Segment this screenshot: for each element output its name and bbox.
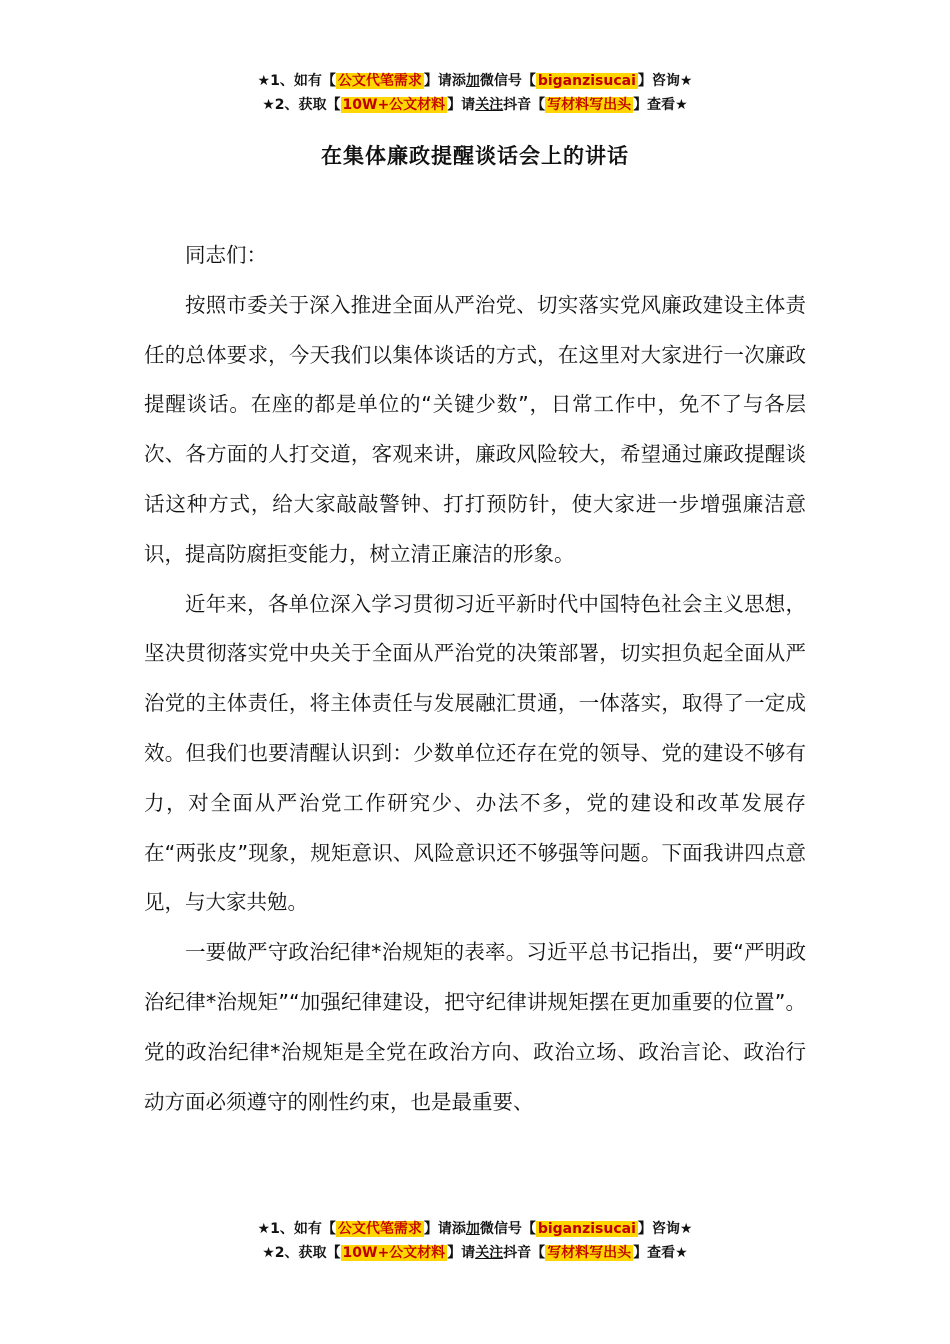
banner-highlight: 10W+公文材料: [342, 97, 446, 113]
banner-text: 】查看★: [633, 1245, 688, 1261]
banner-text: ★1、如有【: [257, 73, 336, 89]
banner-line-2: [0, 93, 950, 117]
document-body: [144, 231, 806, 1127]
banner-line-1: [0, 69, 950, 93]
banner-text: 加: [465, 73, 480, 89]
banner-line-2: [0, 1241, 950, 1265]
banner-text: 】请: [447, 1245, 476, 1261]
banner-highlight: 公文代笔需求: [337, 73, 422, 89]
document-title: 在集体廉政提醒谈话会上的讲话: [321, 144, 629, 168]
banner-text: 关注: [475, 1245, 504, 1261]
banner-text: 】咨询★: [637, 73, 693, 89]
paragraph: 近年来，各单位深入学习贯彻习近平新时代中国特色社会主义思想，坚决贯彻落实党中央关于全面从严治党的决策部署，切实担负起全面从严治党的主体责任，将主体责任与发展融汇贯通，一体落实，取得了一定成效。但我们也要清醒认识到：少数单位还存在党的领导、党的建设不够有力，对全面从严治党工作研究少、办法不多，党的建设和改革发展存在“两张皮”现象，规矩意识、风险意识还不够强等问题。下面我讲四点意见，与大家共勉。: [144, 591, 806, 915]
paragraph: 一要做严守政治纪律*治规矩的表率。习近平总书记指出，要“严明政治纪律*治规矩”“加强纪律建设，把守纪律讲规矩摆在更加重要的位置”。党的政治纪律*治规矩是全党在政治方向、政治立场、政治言论、政治行动方面必须遵守的刚性约束，也是最重要、: [144, 940, 806, 1114]
paragraph: 按照市委关于深入推进全面从严治党、切实落实党风廉政建设主体责任的总体要求，今天我们以集体谈话的方式，在这里对大家进行一次廉政提醒谈话。在座的都是单位的“关键少数”，日常工作中，免不了与各层次、各方面的人打交道，客观来讲，廉政风险较大，希望通过廉政提醒谈话这种方式，给大家敲敲警钟、打打预防针，使大家进一步增强廉洁意识，提高防腐拒变能力，树立清正廉洁的形象。: [144, 292, 806, 566]
banner-text: 抖音【: [503, 97, 546, 113]
banner-text: 】咨询★: [637, 1221, 693, 1237]
banner-text: ★2、获取【: [262, 1245, 341, 1261]
salutation: 同志们：: [185, 243, 267, 267]
banner-highlight: 公文代笔需求: [337, 1221, 422, 1237]
banner-highlight: 写材料写出头: [547, 1245, 632, 1261]
banner-text: ★2、获取【: [262, 97, 341, 113]
banner-text: 关注: [475, 97, 504, 113]
banner-highlight: 10W+公文材料: [342, 1245, 446, 1261]
banner-text: 加: [465, 1221, 480, 1237]
banner-highlight: 写材料写出头: [547, 97, 632, 113]
banner-text: 微信号【: [479, 73, 536, 89]
banner-highlight: biganzisucai: [537, 1221, 636, 1237]
banner-text: 微信号【: [479, 1221, 536, 1237]
banner-text: 】请添: [423, 73, 466, 89]
top-banner: [0, 69, 950, 117]
banner-highlight: biganzisucai: [537, 73, 636, 89]
banner-text: 】请添: [423, 1221, 466, 1237]
bottom-banner: [0, 1217, 950, 1265]
banner-line-1: [0, 1217, 950, 1241]
banner-text: 抖音【: [503, 1245, 546, 1261]
banner-text: 】请: [447, 97, 476, 113]
banner-text: ★1、如有【: [257, 1221, 336, 1237]
banner-text: 】查看★: [633, 97, 688, 113]
